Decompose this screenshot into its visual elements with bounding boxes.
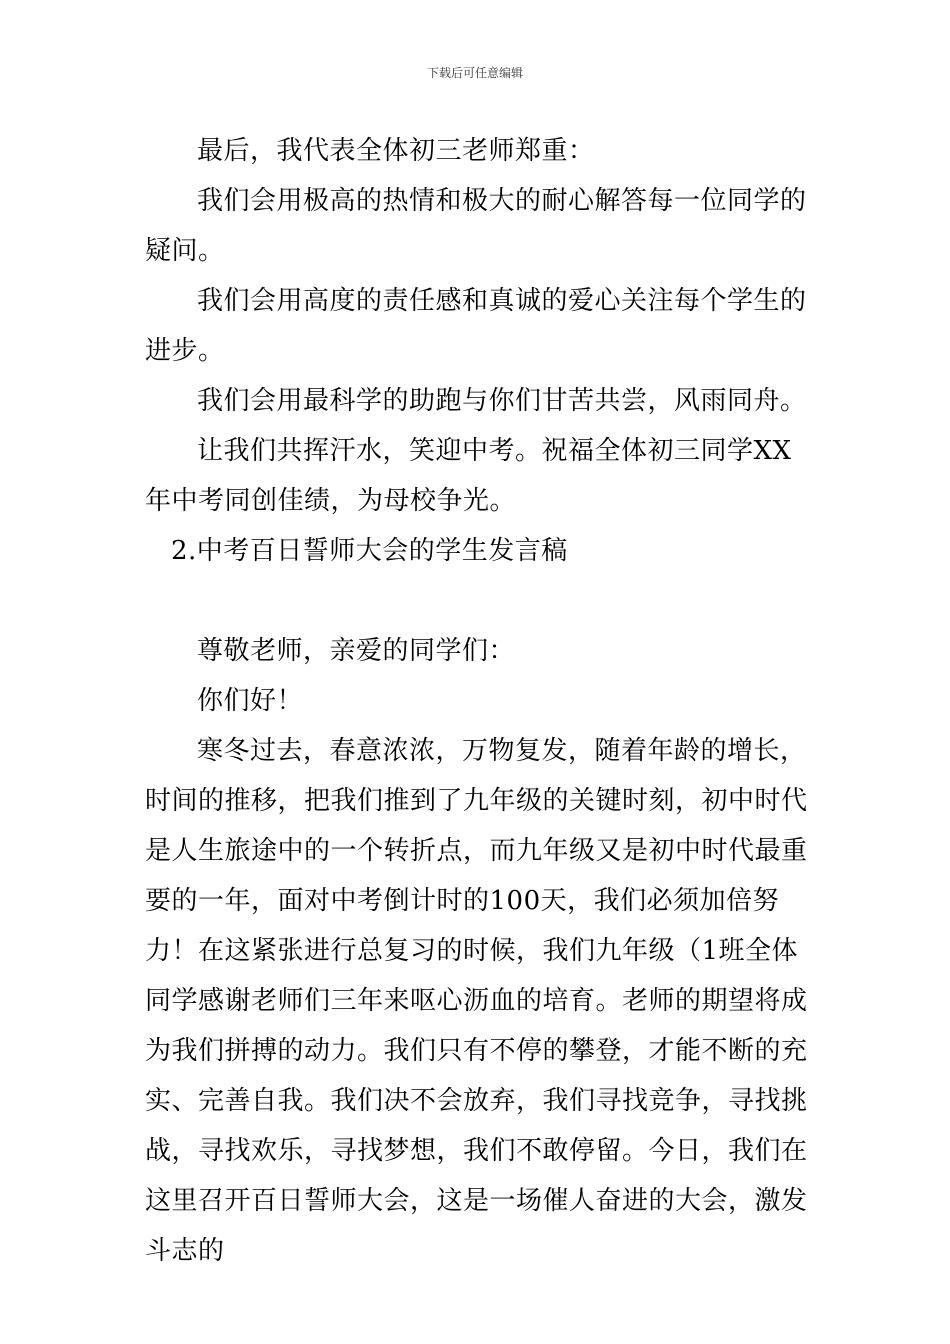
document-body <box>145 126 809 1276</box>
blank-line <box>145 576 809 626</box>
speech-body: 寒冬过去，春意浓浓，万物复发，随着年龄的增长，时间的推移，把我们推到了九年级的关键时刻，初中时代是人生旅途中的一个转折点，而九年级又是初中时代最重要的一年，面对中考倒计时的100天，我们必须加倍努力！在这紧张进行总复习的时候，我们九年级（1班全体同学感谢老师们三年来呕心沥血的培育。老师的期望将成为我们拼搏的动力。我们只有不停的攀登，才能不断的充实、完善自我。我们决不会放弃，我们寻找竞争，寻找挑战，寻找欢乐，寻找梦想，我们不敢停留。今日，我们在这里召开百日誓师大会，这是一场催人奋进的大会，激发斗志的 <box>145 736 808 1266</box>
speech-salutation: 尊敬老师，亲爱的同学们： <box>197 636 516 666</box>
paragraph: 我们会用极高的热情和极大的耐心解答每一位同学的疑问。 <box>145 186 807 266</box>
paragraph: 我们会用最科学的助跑与你们甘苦共尝，风雨同舟。 <box>197 386 807 416</box>
section-heading: 2.中考百日誓师大会的学生发言稿 <box>171 536 568 566</box>
paragraph: 最后，我代表全体初三老师郑重： <box>197 136 595 166</box>
page-header: 下载后可任意编辑 <box>426 66 523 80</box>
paragraph: 我们会用高度的责任感和真诚的爱心关注每个学生的进步。 <box>145 286 807 366</box>
paragraph: 让我们共挥汗水，笑迎中考。祝福全体初三同学XX年中考同创佳绩，为母校争光。 <box>145 436 792 516</box>
speech-greeting: 你们好！ <box>197 686 304 716</box>
